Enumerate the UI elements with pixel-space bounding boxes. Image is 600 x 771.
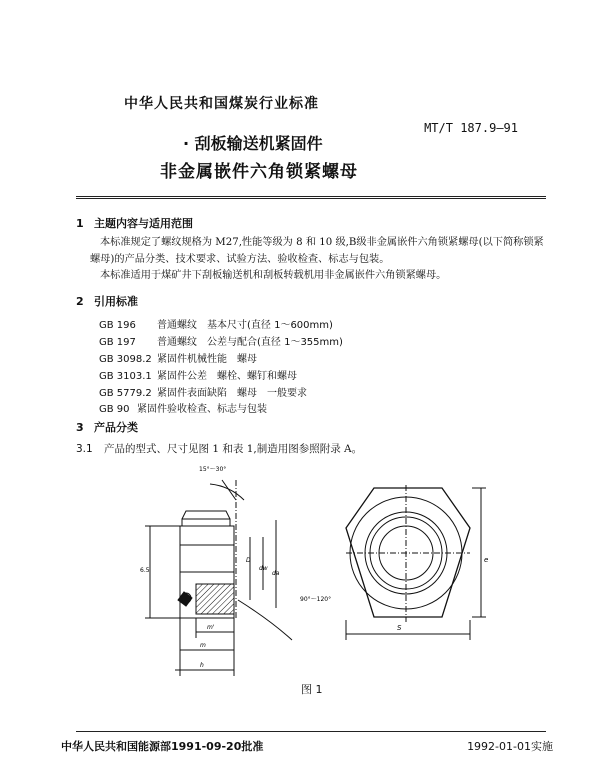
section-1-paragraph-2: 本标准适用于煤矿井下刮板输送机和刮板转载机用非金属嵌件六角锁紧螺母。	[100, 270, 447, 281]
section-title: 产品分类	[94, 421, 138, 434]
document-title-line1: · 刮板输送机紧固件	[183, 134, 323, 153]
section-number: 3	[76, 421, 84, 434]
dim-label-d: D	[246, 557, 251, 564]
reference-title: 紧固件表面缺陷 螺母 一般要求	[157, 388, 307, 399]
section-title: 引用标准	[94, 295, 138, 308]
countersink-angle-label: 90°～120°	[300, 596, 332, 603]
reference-code: GB 196	[99, 320, 136, 331]
reference-title: 紧固件验收检查、标志与包装	[137, 404, 267, 415]
reference-title: 普通螺纹 基本尺寸(直径 1～600mm)	[157, 320, 333, 331]
insert-dome	[182, 511, 230, 519]
nut-top-view	[346, 485, 489, 640]
approval-line: 中华人民共和国能源部1991-09-20批准	[61, 740, 264, 753]
chamfer-leader	[222, 480, 236, 500]
dim-label-m: m	[200, 642, 206, 649]
dim-label-h: h	[200, 662, 204, 669]
dim-label-e: e	[484, 556, 489, 564]
insert-cap	[182, 519, 230, 526]
reference-code: GB 5779.2	[99, 388, 152, 399]
thread-section-hatch	[196, 584, 234, 614]
dim-label-e-side: 6.5	[140, 567, 150, 574]
reference-title: 紧固件公差 螺栓、螺钉和螺母	[157, 371, 297, 382]
document-title-line2: 非金属嵌件六角锁紧螺母	[160, 162, 358, 182]
section-number: 1	[76, 217, 84, 230]
dim-label-dw: dw	[259, 565, 268, 572]
section-title: 主题内容与适用范围	[94, 217, 193, 230]
reference-code: GB 90	[99, 404, 130, 415]
reference-title: 紧固件机械性能 螺母	[157, 354, 257, 365]
effective-date: 1992-01-01实施	[467, 740, 553, 753]
figure-caption: 图 1	[301, 683, 323, 696]
issuing-organization: 中华人民共和国煤炭行业标准	[124, 96, 319, 112]
footer-divider	[76, 731, 546, 732]
reference-code: GB 197	[99, 337, 136, 348]
reference-title: 普通螺纹 公差与配合(直径 1～355mm)	[157, 337, 343, 348]
clause-text: 产品的型式、尺寸见图 1 和表 1,制造用图参照附录 A。	[104, 443, 363, 455]
standard-number: MT/T 187.9—91	[424, 121, 518, 135]
reference-code: GB 3098.2	[99, 354, 152, 365]
nut-side-view	[145, 480, 292, 676]
countersink-leader	[238, 600, 292, 640]
section-1-paragraph-1: 本标准规定了螺纹规格为 M27,性能等级为 8 和 10 级,B级非金属嵌件六角锁紧螺母(以下简称锁紧螺母)的产品分类、技术要求、试验方法、验收检查、标志与包装。	[90, 237, 544, 265]
clause-number: 3.1	[76, 443, 93, 455]
dim-label-m-prime: m'	[207, 624, 215, 631]
reference-code: GB 3103.1	[99, 371, 152, 382]
chamfer-angle-label: 15°～30°	[199, 466, 227, 473]
dim-label-s: S	[397, 624, 402, 632]
section-number: 2	[76, 295, 84, 308]
dim-label-da: da	[272, 570, 280, 577]
